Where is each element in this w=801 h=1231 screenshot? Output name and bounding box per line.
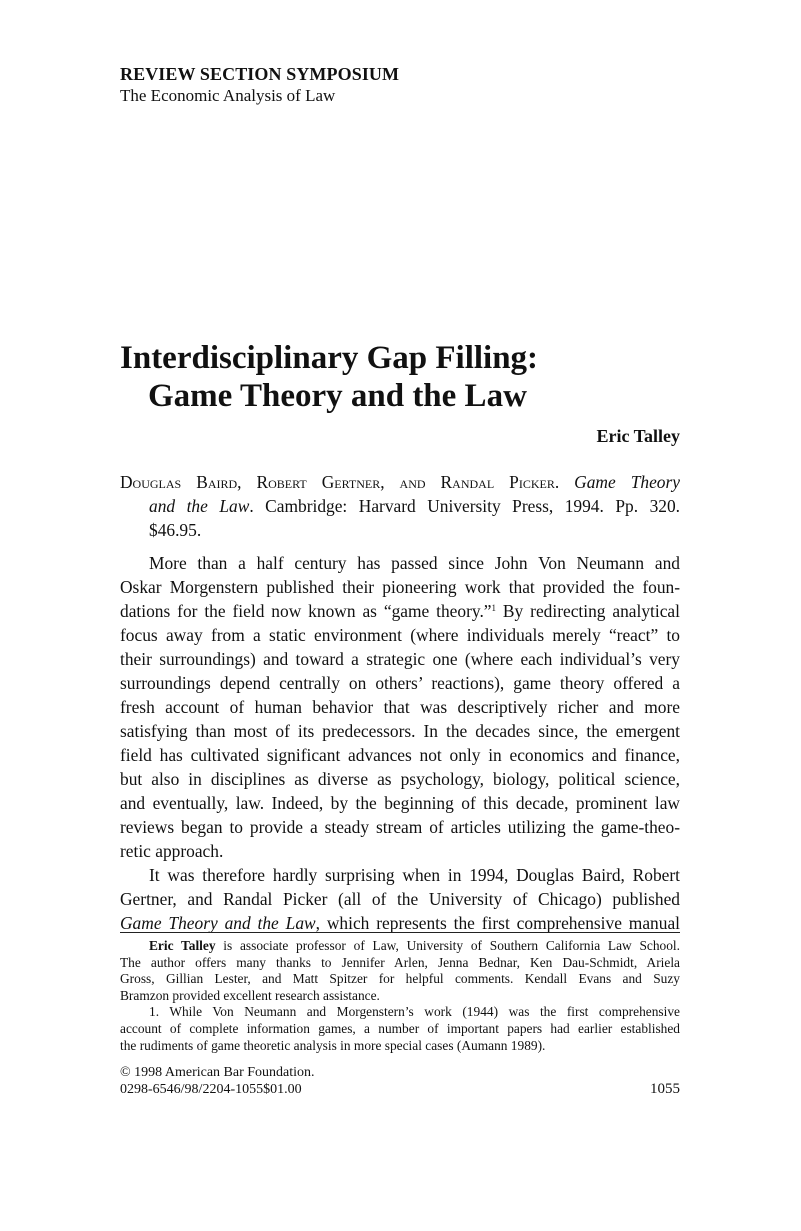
- citation-price: $46.95.: [149, 520, 202, 540]
- footnote-divider: [120, 932, 680, 933]
- author-note-name: Eric Talley: [149, 938, 216, 953]
- footnote-1-line: account of complete information games, a number of important papers had earlier established: [120, 1020, 680, 1036]
- body-line: satisfying than most of its predecessors. In the decades since, the emergent: [120, 721, 680, 741]
- citation-book-title: Game Theory: [574, 472, 680, 492]
- body-line: field has cultivated significant advances not only in economics and finance,: [120, 745, 680, 765]
- article-title-line-2: Game Theory and the Law: [148, 378, 527, 414]
- body-text-span: By redirecting analytical: [496, 601, 680, 621]
- body-text-span: dations for the field now known as “game theory.”: [120, 601, 492, 621]
- copyright-notice: © 1998 American Bar Foundation.: [120, 1065, 315, 1080]
- page-number: 1055: [650, 1081, 680, 1097]
- section-heading: REVIEW SECTION SYMPOSIUM: [120, 64, 400, 84]
- body-line: It was therefore hardly surprising when in 1994, Douglas Baird, Robert: [149, 865, 680, 885]
- body-line: focus away from a static environment (where individuals merely “react” to: [120, 625, 680, 645]
- author-note-line: [120, 938, 680, 955]
- body-line: their surroundings) and toward a strategic one (where each individual’s very: [120, 649, 680, 669]
- citation-publisher: . Cambridge: Harvard University Press, 1994. Pp. 320.: [249, 496, 680, 516]
- author-note-line: Bramzon provided excellent research assistance.: [120, 987, 380, 1003]
- book-title-ref: Game Theory and the Law: [120, 913, 316, 933]
- footnote-1-line: 1. While Von Neumann and Morgenstern’s work (1944) was the first comprehensive: [149, 1004, 680, 1020]
- footnotes: [120, 938, 680, 1054]
- section-subheading: The Economic Analysis of Law: [120, 86, 336, 105]
- body-line: Gertner, and Randal Picker (all of the University of Chicago) published: [120, 889, 680, 909]
- body-line: [120, 599, 680, 623]
- footnote-ref-1[interactable]: 1: [491, 603, 497, 613]
- book-citation: [120, 470, 680, 542]
- body-line: but also in disciplines as diverse as psychology, biology, political science,: [120, 769, 680, 789]
- body-text: [120, 551, 680, 935]
- article-title-line-1: Interdisciplinary Gap Filling:: [120, 340, 539, 376]
- body-line: Oskar Morgenstern published their pioneering work that provided the foun-: [120, 577, 680, 597]
- body-line: fresh account of human behavior that was descriptively richer and more: [120, 697, 680, 717]
- footnote-1-line: the rudiments of game theoretic analysis in more special cases (Aumann 1989).: [120, 1037, 546, 1053]
- body-line: and eventually, law. Indeed, by the beginning of this decade, prominent law: [120, 793, 680, 813]
- body-line: surroundings depend centrally on others’ reactions), game theory offered a: [120, 673, 680, 693]
- citation-line-2: [120, 494, 680, 518]
- article-code: 0298-6546/98/2204-1055$01.00: [120, 1082, 302, 1097]
- body-line: More than a half century has passed since John Von Neumann and: [149, 553, 680, 573]
- body-text-span: , which represents the first comprehensive manual: [315, 913, 680, 933]
- citation-line-1: [120, 470, 680, 494]
- author-note-line: The author offers many thanks to Jennifer Arlen, Jenna Bednar, Ken Dau-Schmidt, Ariela: [120, 954, 680, 970]
- body-line: reviews began to provide a steady stream of articles utilizing the game-theo-: [120, 817, 680, 837]
- page-footer: [120, 1064, 680, 1098]
- author-note-text: is associate professor of Law, University of Southern California Law School.: [215, 938, 680, 953]
- citation-authors: Douglas Baird, Robert Gertner, and Randal Picker.: [120, 472, 560, 492]
- article-author: Eric Talley: [596, 426, 680, 446]
- citation-book-title-cont: and the Law: [149, 496, 250, 516]
- body-line: retic approach.: [120, 841, 224, 861]
- author-note-line: Gross, Gillian Lester, and Matt Spitzer for helpful comments. Kendall Evans and Suzy: [120, 971, 680, 987]
